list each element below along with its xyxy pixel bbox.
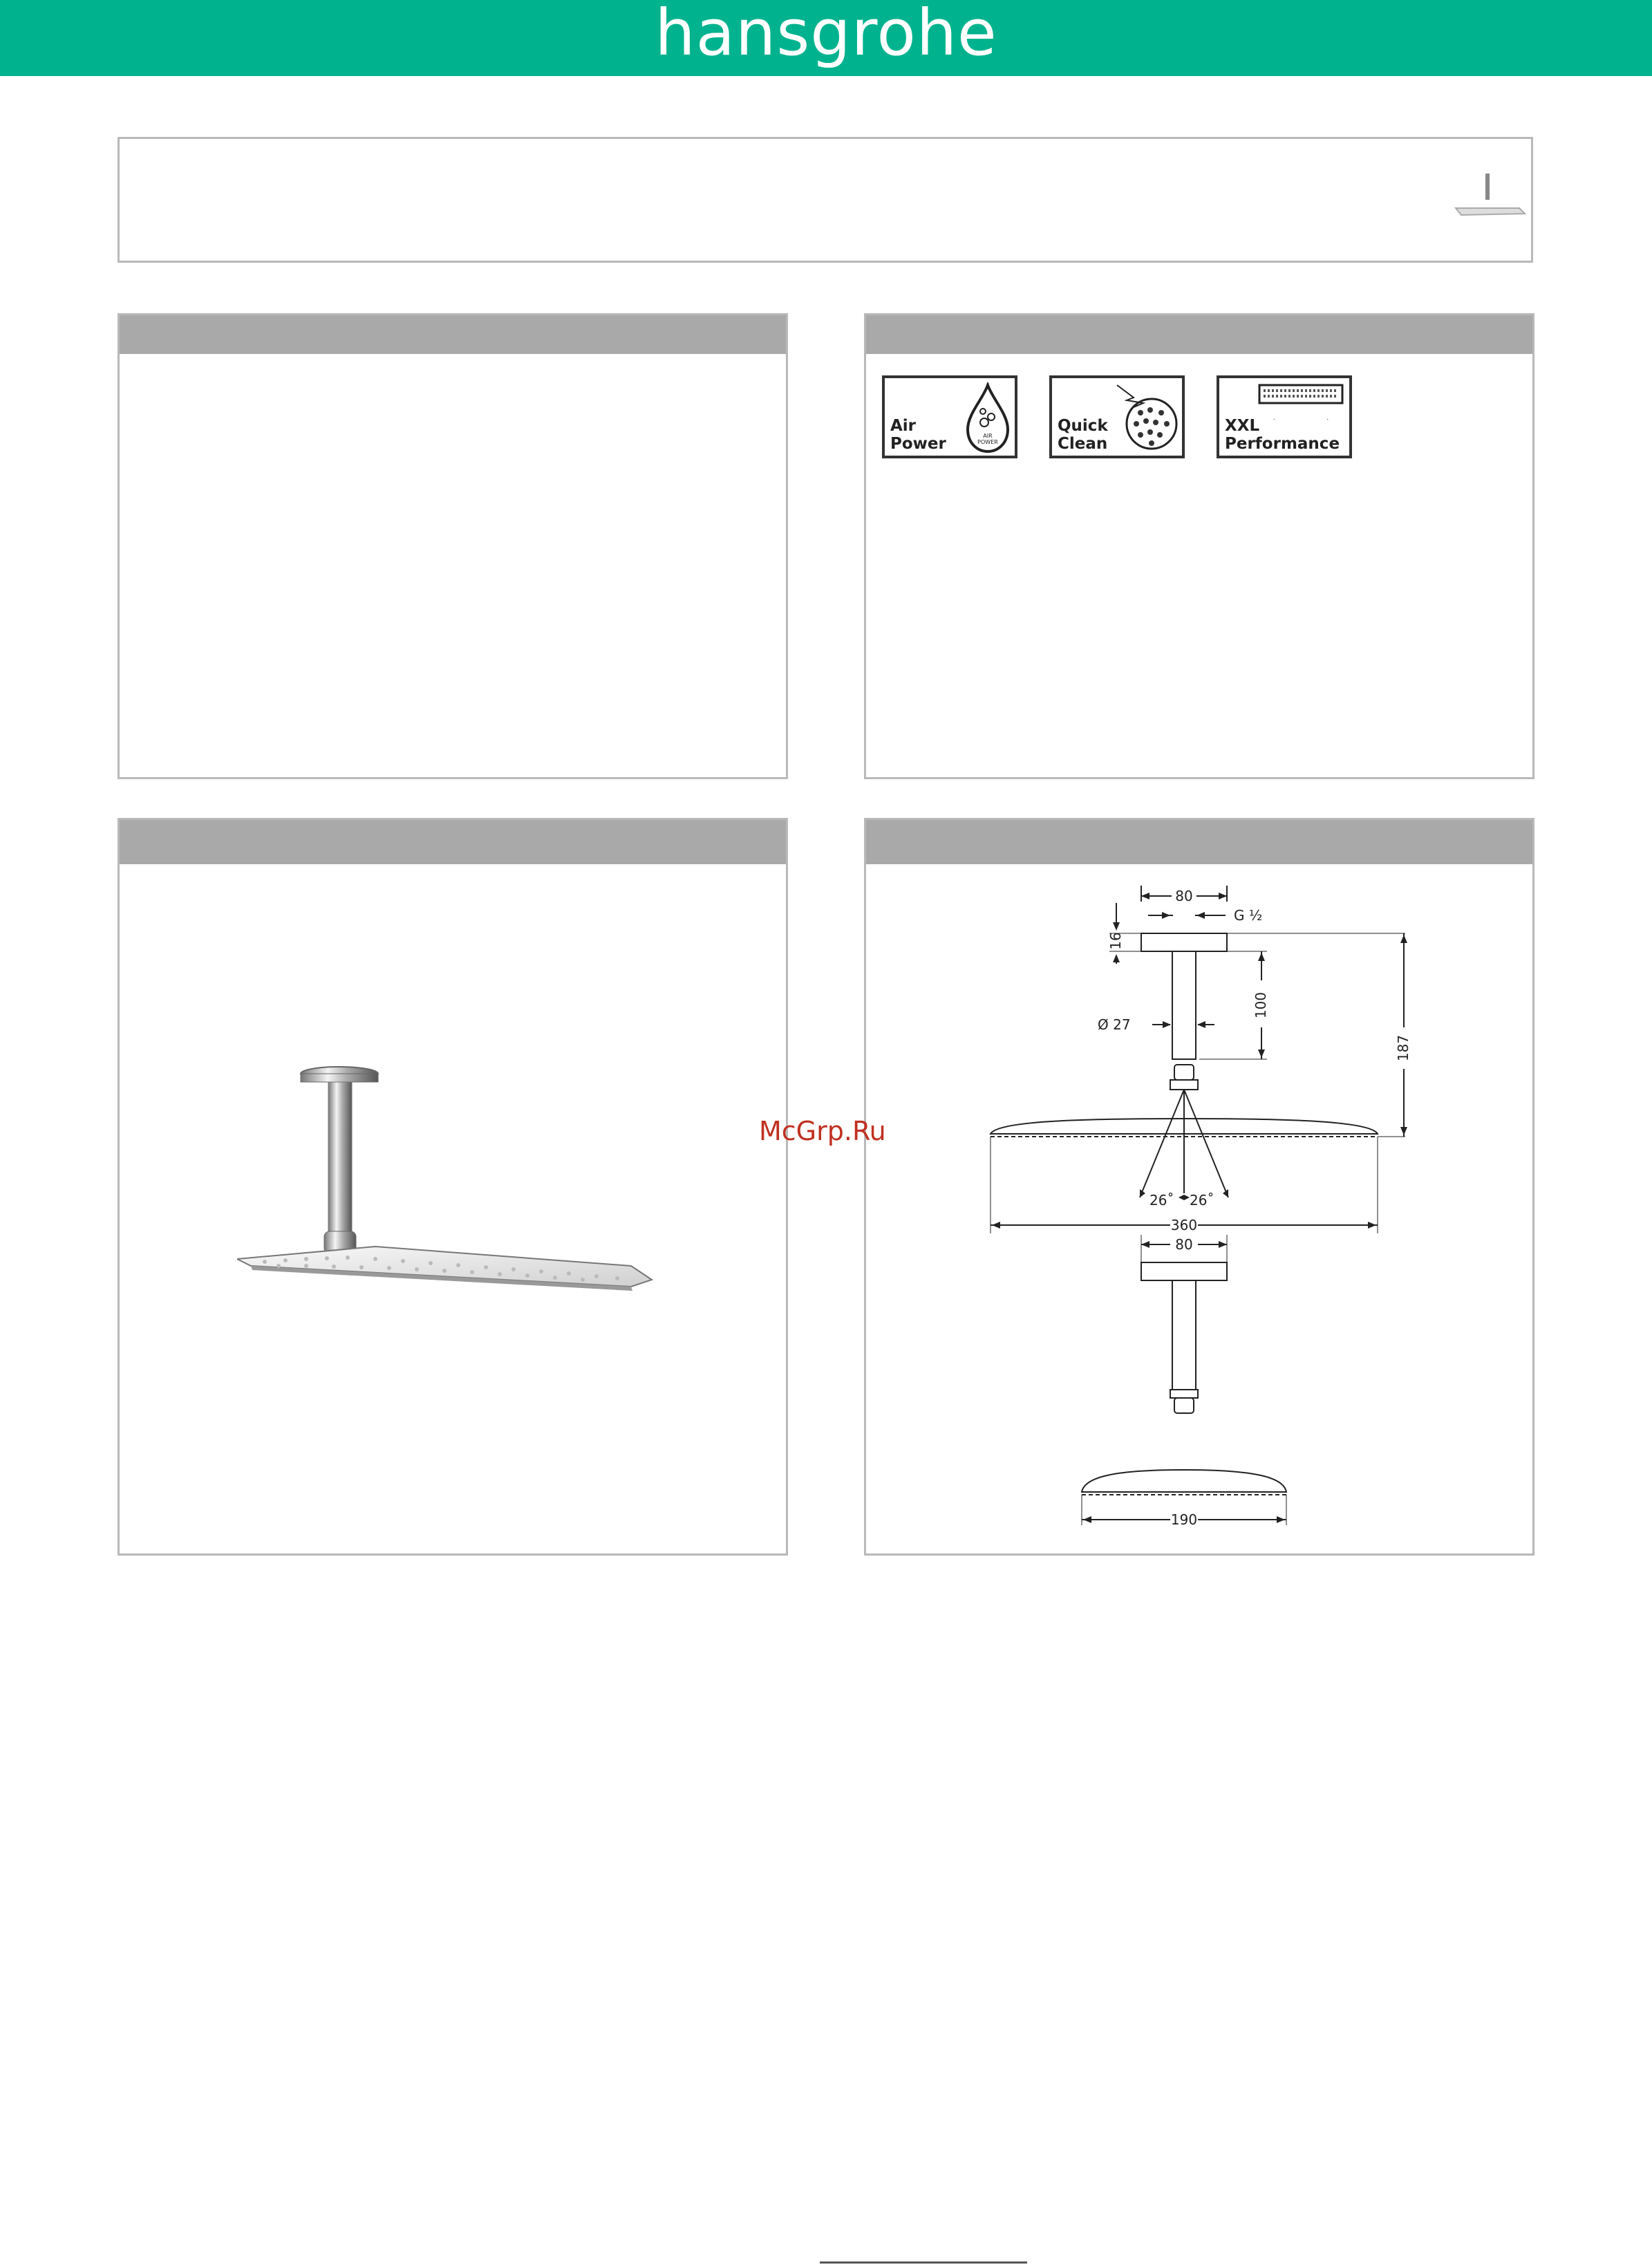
feature-air-power-line1: Air bbox=[890, 417, 917, 435]
dim-187: 187 bbox=[1395, 1034, 1411, 1062]
feature-xxl-performance bbox=[1217, 375, 1352, 458]
feature-xxl-performance-line1: XXL bbox=[1225, 417, 1260, 435]
technical-drawing-panel bbox=[864, 818, 1534, 1556]
technical-drawing bbox=[866, 820, 1537, 1558]
shower-head-image bbox=[237, 1065, 666, 1328]
watermark: McGrp.Ru bbox=[759, 1116, 886, 1146]
features-panel-header bbox=[866, 315, 1532, 354]
feature-xxl-performance-line2: Performance bbox=[1225, 435, 1340, 453]
air-power-drop-icon bbox=[962, 382, 1013, 454]
dim-190: 190 bbox=[1170, 1511, 1198, 1528]
dim-100: 100 bbox=[1252, 991, 1269, 1019]
dim-top-width: 80 bbox=[1175, 888, 1193, 904]
description-panel bbox=[118, 313, 788, 779]
feature-air-power-line2: Power bbox=[890, 435, 946, 453]
product-image-panel-header bbox=[120, 820, 786, 864]
dim-360: 360 bbox=[1170, 1217, 1198, 1233]
feature-quick-clean bbox=[1049, 375, 1185, 458]
feature-quick-clean-line1: Quick bbox=[1058, 417, 1108, 435]
feature-quick-clean-line2: Clean bbox=[1058, 435, 1108, 453]
svg-text:POWER: POWER bbox=[977, 439, 998, 445]
brand-logo: hansgrohe bbox=[655, 0, 997, 70]
product-thumbnail bbox=[1450, 174, 1526, 222]
dim-side-width: 80 bbox=[1175, 1236, 1193, 1253]
description-panel-header bbox=[120, 315, 786, 354]
feature-air-power bbox=[882, 375, 1017, 458]
svg-text:AIR: AIR bbox=[983, 433, 993, 439]
footer-line bbox=[820, 2261, 1027, 2264]
xxl-performance-shower-icon bbox=[1219, 378, 1351, 420]
brand-header bbox=[0, 0, 1652, 76]
dim-16: 16 bbox=[1107, 932, 1124, 950]
dim-diameter: Ø 27 bbox=[1098, 1016, 1131, 1033]
product-title-box bbox=[118, 137, 1533, 263]
quick-clean-nozzles-icon bbox=[1113, 382, 1182, 454]
product-image-panel bbox=[118, 818, 788, 1556]
dim-thread: G ½ bbox=[1234, 907, 1263, 924]
dim-angle-right: 26˚ bbox=[1190, 1192, 1214, 1209]
dim-angle-left: 26˚ bbox=[1149, 1192, 1174, 1209]
